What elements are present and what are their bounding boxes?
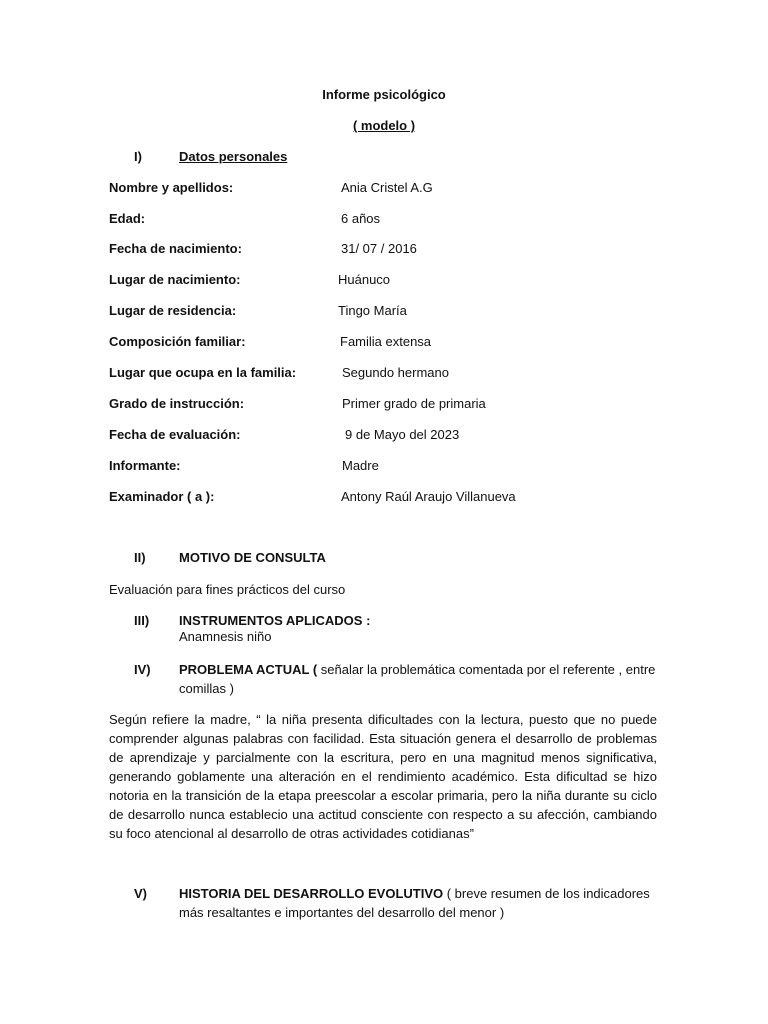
- field-label-grade: Grado de instrucción:: [109, 396, 245, 411]
- field-value-informant: Madre: [342, 458, 379, 473]
- section-2-text: Evaluación para fines prácticos del curso: [109, 582, 346, 597]
- field-label-age: Edad:: [109, 211, 146, 226]
- section-4-note: señalar la problemática comentada por el referente , entre comillas ): [179, 662, 656, 696]
- field-value-age: 6 años: [341, 211, 381, 226]
- field-value-residence: Tingo María: [338, 303, 407, 318]
- field-value-grade: Primer grado de primaria: [342, 396, 486, 411]
- section-4-number: IV): [134, 662, 151, 677]
- section-3-number: III): [134, 613, 150, 628]
- section-2-heading: MOTIVO DE CONSULTA: [179, 550, 326, 565]
- field-value-name: Ania Cristel A.G: [341, 180, 433, 195]
- field-value-eval-date: 9 de Mayo del 2023: [345, 427, 460, 442]
- section-4-paragraph: Según refiere la madre, “ la niña presenta dificultades con la lectura, puesto que no puede comprender algunas palabras con facilidad. Esta situación genera el desarrollo de problemas de aprendizaje y parcialmente con la escritura, pero en una magnitud menos significativa, generando goblamente una alteración en el rendimiento académico. Esta dificultad se hizo notoria en la transición de la etapa preescolar a escolar primaria, pero la niña durante su ciclo de desarrollo nunca establecio una actitud consciente con respecto a su afección, cambiando su foco atencional al desarrollo de otras actividades cotidianas”: [109, 712, 657, 841]
- field-label-birth-date: Fecha de nacimiento:: [109, 241, 242, 256]
- field-label-name: Nombre y apellidos:: [109, 180, 234, 195]
- section-1-number: I): [134, 149, 142, 164]
- field-label-examiner: Examinador ( a ):: [109, 489, 215, 504]
- section-1-heading: Datos personales: [179, 149, 288, 164]
- field-label-family-position: Lugar que ocupa en la familia:: [109, 365, 297, 380]
- field-label-residence: Lugar de residencia:: [109, 303, 237, 318]
- document-title: Informe psicológico: [322, 87, 446, 102]
- section-5-note: ( breve resumen de los indicadores más resaltantes e importantes del desarrollo del menor ): [179, 886, 650, 920]
- section-2-number: II): [134, 550, 146, 565]
- field-label-birth-place: Lugar de nacimiento:: [109, 272, 241, 287]
- section-5-heading: HISTORIA DEL DESARROLLO EVOLUTIVO: [179, 886, 444, 901]
- field-value-birth-date: 31/ 07 / 2016: [341, 241, 417, 256]
- field-value-examiner: Antony Raúl Araujo Villanueva: [341, 489, 516, 504]
- field-value-birth-place: Huánuco: [338, 272, 391, 287]
- section-5-number: V): [134, 886, 147, 901]
- field-label-eval-date: Fecha de evaluación:: [109, 427, 241, 442]
- section-3-item: Anamnesis niño: [179, 629, 272, 644]
- section-3-heading: INSTRUMENTOS APLICADOS :: [179, 613, 371, 628]
- document-subtitle: ( modelo ): [352, 118, 416, 133]
- section-4-heading: PROBLEMA ACTUAL (: [179, 662, 318, 677]
- section-5-heading-line: [179, 884, 659, 922]
- field-label-family: Composición familiar:: [109, 334, 246, 349]
- field-value-family-position: Segundo hermano: [342, 365, 449, 380]
- section-4-heading-line: [179, 660, 659, 698]
- field-label-informant: Informante:: [109, 458, 181, 473]
- field-value-family: Familia extensa: [340, 334, 432, 349]
